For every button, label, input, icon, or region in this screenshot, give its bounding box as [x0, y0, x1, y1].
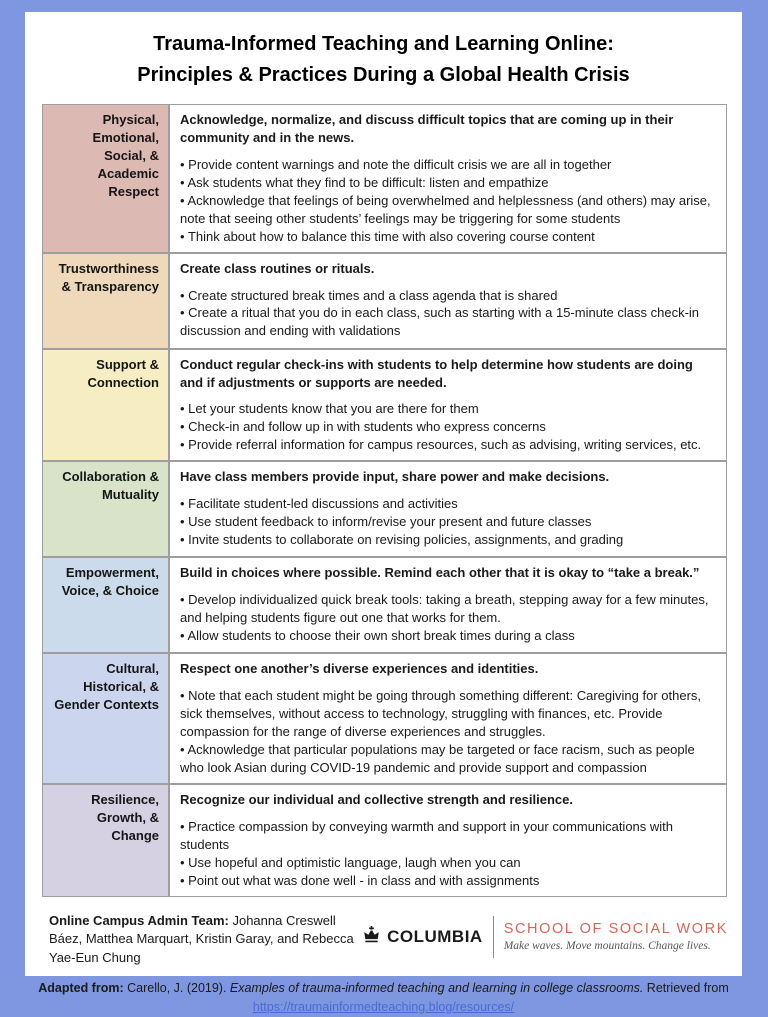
bullet-item: • Ask students what they find to be difficult: listen and empathize [180, 174, 716, 192]
bullet-item: • Allow students to choose their own short break times during a class [180, 627, 716, 645]
row-label-resilience: Resilience, Growth, & Change [42, 784, 169, 897]
bullet-item: • Acknowledge that feelings of being overwhelmed and helplessness (and others) may arise, note that seeing other students’ feelings may be triggering for some students [180, 192, 716, 228]
bullet-item: • Note that each student might be going through something different: Caregiving for others, sick themselves, without access to technology, struggling with finances, etc. Provide compassion for the range of diverse experiences and struggles. [180, 687, 716, 741]
footer [49, 912, 728, 969]
row-label-trustworthiness: Trustworthiness & Transparency [42, 253, 169, 349]
bullet-item: • Create structured break times and a class agenda that is shared [180, 287, 716, 305]
principles-table [42, 104, 727, 897]
columbia-crown-icon [362, 926, 381, 948]
admin-team-label: Online Campus Admin Team: [49, 912, 229, 928]
document-page [25, 12, 742, 1014]
row-content [169, 557, 727, 653]
school-tagline: Make waves. Move mountains. Change lives. [503, 940, 711, 953]
admin-team-text [49, 912, 362, 969]
row-label-empowerment: Empowerment, Voice, & Choice [42, 557, 169, 653]
page-title [25, 29, 742, 91]
row-heading: Respect one another’s diverse experiences and identities. [180, 661, 539, 677]
bullet-item: • Practice compassion by conveying warmth and support in your communications with students [180, 818, 716, 854]
bullet-item: • Create a ritual that you do in each class, such as starting with a 15-minute class check-in discussion and ending with validations [180, 304, 716, 340]
bullet-item: • Let your students know that you are there for them [180, 400, 716, 418]
row-label-collaboration: Collaboration & Mutuality [42, 461, 169, 557]
row-content [169, 104, 727, 253]
row-content [169, 461, 727, 557]
table-row [42, 557, 727, 653]
columbia-logo [362, 916, 728, 958]
citation-text [25, 979, 742, 998]
bullet-item: • Check-in and follow up in with students who express concerns [180, 418, 716, 436]
bullet-item: • Point out what was done well - in class and with assignments [180, 872, 716, 890]
citation [25, 979, 742, 1017]
bullet-item: • Provide referral information for campus resources, such as advising, writing services, etc. [180, 436, 716, 454]
row-content [169, 784, 727, 897]
row-label-support: Support & Connection [42, 349, 169, 462]
row-content [169, 253, 727, 349]
page-title-line-1: Trauma-Informed Teaching and Learning Online: [153, 33, 614, 55]
row-heading: Conduct regular check-ins with students to help determine how students are doing and if adjustments or supports are needed. [180, 356, 693, 390]
page-title-line-2: Principles & Practices During a Global Health Crisis [137, 64, 630, 86]
table-row [42, 349, 727, 462]
row-heading: Build in choices where possible. Remind each other that it is okay to “take a break.” [180, 565, 700, 581]
table-row [42, 784, 727, 897]
school-text-group [494, 921, 728, 952]
bullet-item: • Use hopeful and optimistic language, laugh when you can [180, 854, 716, 872]
bullet-item: • Acknowledge that particular populations may be targeted or face racism, such as people who look Asian during COVID-19 pandemic and provide support and compassion [180, 741, 716, 777]
table-row [42, 253, 727, 349]
row-heading: Create class routines or rituals. [180, 260, 375, 276]
row-heading: Have class members provide input, share power and make decisions. [180, 469, 610, 485]
citation-pre: Carello, J. (2019). [123, 981, 230, 996]
bullet-item: • Use student feedback to inform/revise your present and future classes [180, 513, 716, 531]
school-name: SCHOOL OF SOCIAL WORK [503, 921, 728, 938]
citation-post: Retrieved from [643, 981, 729, 996]
row-label-respect: Physical, Emotional, Social, & Academic Respect [42, 104, 169, 253]
row-heading: Recognize our individual and collective strength and resilience. [180, 791, 573, 807]
row-label-cultural: Cultural, Historical, & Gender Contexts [42, 653, 169, 784]
table-row [42, 653, 727, 784]
admin-team-names: Johanna Creswell Báez, Matthea Marquart, Kristin Garay, and Rebecca Yae-Eun Chung [49, 912, 354, 966]
columbia-wordmark-group [362, 926, 493, 948]
citation-work-title: Examples of trauma-informed teaching and learning in college classrooms. [229, 981, 644, 996]
row-content [169, 349, 727, 462]
bullet-item: • Develop individualized quick break tools: taking a breath, stepping away for a few minutes, and helping students figure out one that works for them. [180, 591, 716, 627]
row-heading: Acknowledge, normalize, and discuss difficult topics that are coming up in their community and in the news. [180, 112, 674, 145]
bullet-item: • Facilitate student-led discussions and activities [180, 495, 716, 513]
bullet-item: • Invite students to collaborate on revising policies, assignments, and grading [180, 531, 716, 549]
row-content [169, 653, 727, 784]
bullet-item: • Provide content warnings and note the difficult crisis we are all in together [180, 156, 716, 174]
table-row [42, 461, 727, 557]
bullet-item: • Think about how to balance this time with also covering course content [180, 228, 716, 246]
columbia-wordmark: COLUMBIA [387, 926, 483, 946]
citation-label: Adapted from: [38, 981, 124, 996]
table-row [42, 104, 727, 253]
resource-link[interactable]: https://traumainformedteaching.blog/resources/ [252, 999, 515, 1014]
